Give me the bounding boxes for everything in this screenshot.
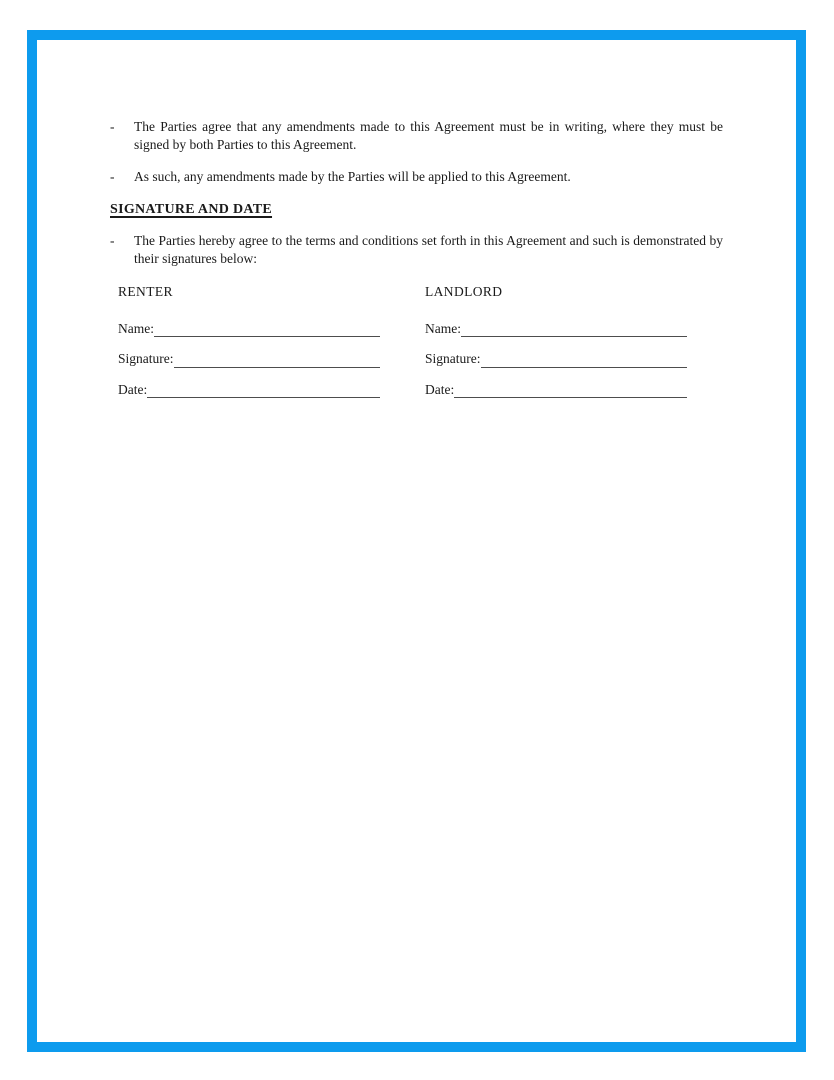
signature-column-renter [118,283,380,411]
signature-section [118,283,723,411]
field-label-signature: Signature: [118,351,174,367]
paragraph-amendments-applied: As such, any amendments made by the Parties will be applied to this Agreement. [134,169,571,185]
bullet-item-agree-terms [110,232,723,267]
bullet-dash: - [110,233,115,249]
signature-field-renter-signature [118,350,380,368]
paragraph-agree-terms: The Parties hereby agree to the terms and conditions set forth in this Agreement and such is demonstrated by their signatures below: [134,233,723,266]
blank-signature-line [461,321,687,337]
signature-field-landlord-signature [425,350,687,368]
signature-field-renter-date [118,380,380,398]
page-border-frame [27,30,806,1052]
field-label-name: Name: [425,320,461,336]
signature-field-landlord-date [425,380,687,398]
bullet-item-applied [110,168,723,186]
bullet-dash: - [110,119,115,134]
signature-field-landlord-name [425,319,687,337]
section-heading-signature-and-date: SIGNATURE AND DATE [110,201,273,217]
blank-signature-line [147,382,380,398]
field-label-date: Date: [118,381,148,397]
blank-signature-line [174,352,381,368]
field-label-signature: Signature: [425,351,481,367]
party-title-landlord: LANDLORD [425,283,503,299]
signature-field-renter-name [118,319,380,337]
blank-signature-line [454,382,687,398]
field-label-date: Date: [425,381,455,397]
party-title-renter: RENTER [118,283,173,299]
signature-column-landlord [425,283,687,411]
page-content [37,40,796,411]
bullet-dash: - [110,169,115,185]
bullet-item-amendments [110,118,723,153]
blank-signature-line [481,352,688,368]
blank-signature-line [154,321,380,337]
paragraph-amendments-writing: The Parties agree that any amendments made to this Agreement must be in writing, where they must be signed by both Parties to this Agreement. [134,119,723,152]
field-label-name: Name: [118,320,154,336]
